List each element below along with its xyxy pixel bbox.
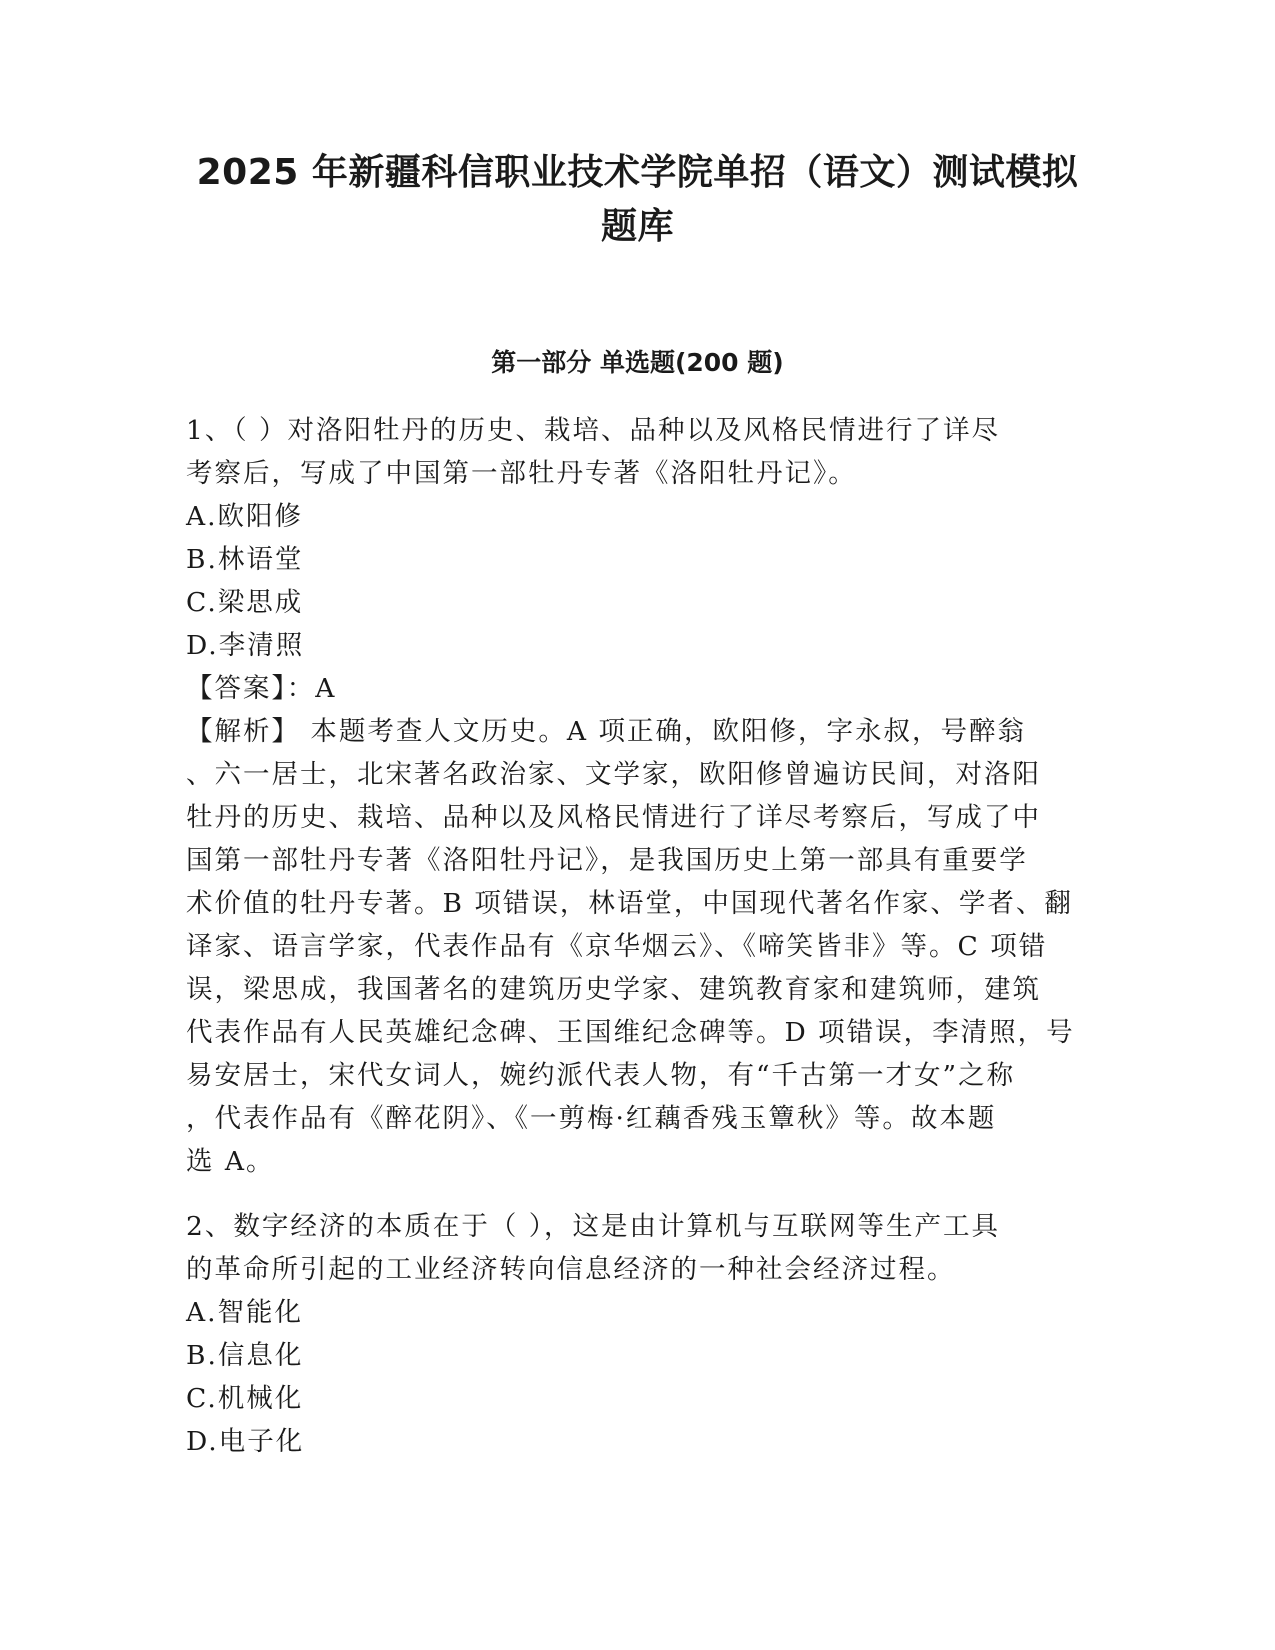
question-2 [186,1205,1086,1463]
document-title [150,146,1125,254]
answer: 【答案】：A [186,673,337,704]
option-a: A.欧阳修 [186,501,304,532]
analysis-line: 国第一部牡丹专著《洛阳牡丹记》，是我国历史上第一部具有重要学 [186,845,1028,876]
stem-line: 2、数字经济的本质在于（ ），这是由计算机与互联网等生产工具 [186,1211,1001,1242]
analysis-line: 、六一居士，北宋著名政治家、文学家，欧阳修曾遍访民间，对洛阳 [186,759,1041,790]
option-d: D.李清照 [186,630,305,661]
question-stem [186,409,1086,495]
analysis-line: 选 A。 [186,1146,275,1177]
option-list [186,1291,1086,1463]
question-stem [186,1205,1086,1291]
question-1 [186,409,1086,1183]
stem-line: 考察后，写成了中国第一部牡丹专著《洛阳牡丹记》。 [186,458,857,489]
analysis-line: 易安居士，宋代女词人，婉约派代表人物，有“千古第一才女”之称 [186,1060,1016,1091]
title-line: 2025 年新疆科信职业技术学院单招（语文）测试模拟 [196,152,1079,193]
option-c: C.机械化 [186,1383,304,1414]
analysis-line: 【解析】 本题考查人文历史。A 项正确，欧阳修，字永叔，号醉翁 [186,716,1026,747]
analysis-line: 代表作品有人民英雄纪念碑、王国维纪念碑等。D 项错误，李清照，号 [186,1017,1075,1048]
stem-line: 的革命所引起的工业经济转向信息经济的一种社会经济过程。 [186,1254,956,1285]
section-heading: 第一部分 单选题(200 题) [491,348,784,377]
option-d: D.电子化 [186,1426,305,1457]
option-a: A.智能化 [186,1297,304,1328]
option-b: B.信息化 [186,1340,304,1371]
analysis-line: 术价值的牡丹专著。B 项错误，林语堂，中国现代著名作家、学者、翻 [186,888,1073,919]
option-c: C.梁思成 [186,587,304,618]
analysis-line: 译家、语言学家，代表作品有《京华烟云》、《啼笑皆非》等。C 项错 [186,931,1048,962]
analysis-line: 误，梁思成，我国著名的建筑历史学家、建筑教育家和建筑师，建筑 [186,974,1041,1005]
analysis [186,710,1086,1183]
analysis-line: ，代表作品有《醉花阴》、《一剪梅·红藕香残玉簟秋》等。故本题 [186,1103,997,1134]
option-list [186,495,1086,667]
stem-line: 1、（ ）对洛阳牡丹的历史、栽培、品种以及风格民情进行了详尽 [186,415,1001,446]
analysis-line: 牡丹的历史、栽培、品种以及风格民情进行了详尽考察后，写成了中 [186,802,1041,833]
option-b: B.林语堂 [186,544,304,575]
title-line: 题库 [600,206,674,247]
